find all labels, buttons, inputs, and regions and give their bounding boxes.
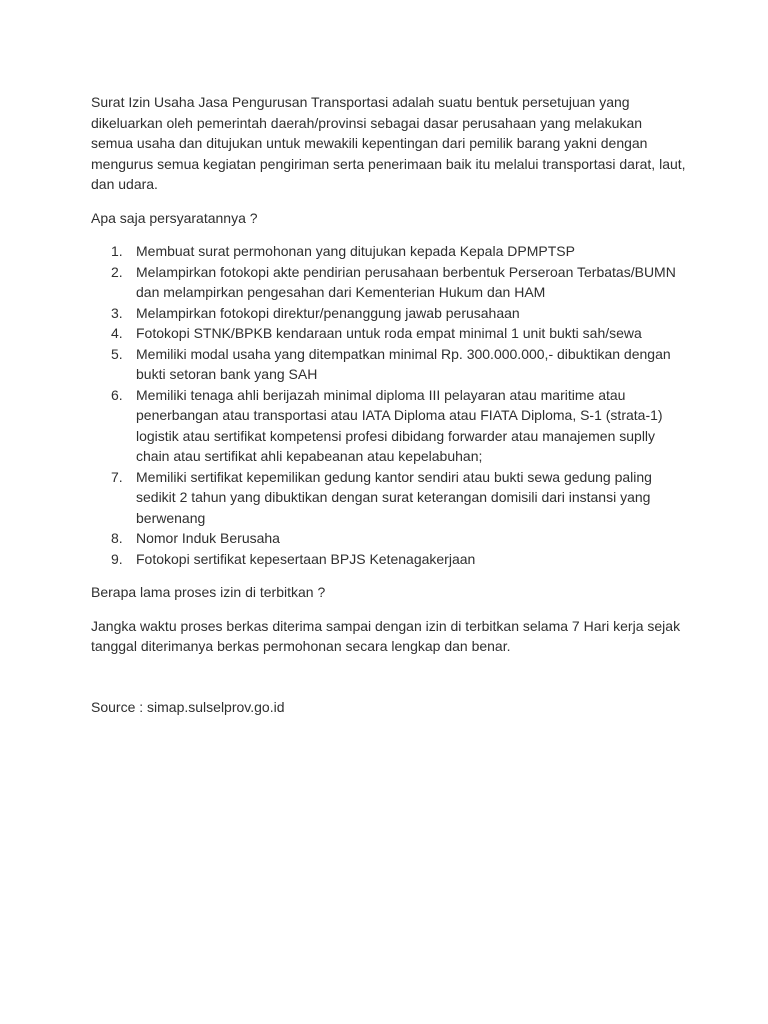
list-item-text: Melampirkan fotokopi direktur/penanggung jawab perusahaan xyxy=(136,304,520,321)
list-item-number: 9. xyxy=(111,550,123,567)
document-page xyxy=(91,92,687,717)
list-item-text: Memiliki tenaga ahli berijazah minimal diploma III pelayaran atau maritime atau penerbangan atau transportasi atau IATA Diploma atau FIATA Diploma, S-1 (strata-1) logistik atau sertifikat kompetensi profesi dibidang forwarder atau manajemen suplly chain atau sertifikat ahli kepabeanan atau kepelabuhan; xyxy=(136,386,663,464)
requirements-question: Apa saja persyaratannya ? xyxy=(91,209,258,226)
list-item-number: 5. xyxy=(111,345,123,362)
list-item-number: 1. xyxy=(111,243,123,259)
source-line: Source : simap.sulselprov.go.id xyxy=(91,698,285,715)
list-item-number: 4. xyxy=(111,325,123,341)
duration-answer: Jangka waktu proses berkas diterima sampai dengan izin di terbitkan selama 7 Hari kerja sejak tanggal diterimanya berkas permohonan secara lengkap dan benar. xyxy=(91,617,681,654)
list-item xyxy=(91,549,687,570)
list-item-text: Memiliki modal usaha yang ditempatkan minimal Rp. 300.000.000,- dibuktikan dengan bukti setoran bank yang SAH xyxy=(136,345,671,382)
intro-paragraph: Surat Izin Usaha Jasa Pengurusan Transportasi adalah suatu bentuk persetujuan yang dikeluarkan oleh pemerintah daerah/provinsi sebagai dasar perusahaan yang melakukan semua usaha dan ditujukan untuk mewakili kepentingan dari pemilik barang yakni dengan mengurus semua kegiatan pengiriman serta penerimaan baik itu melalui transportasi darat, laut, dan udara. xyxy=(91,94,686,192)
list-item xyxy=(91,323,687,344)
list-item xyxy=(91,303,687,324)
list-item xyxy=(91,385,687,467)
list-item-text: Fotokopi sertifikat kepesertaan BPJS Ketenagakerjaan xyxy=(136,550,476,567)
list-item xyxy=(91,528,687,549)
list-item xyxy=(91,262,687,303)
list-item xyxy=(91,241,687,262)
list-item-text: Melampirkan fotokopi akte pendirian perusahaan berbentuk Perseroan Terbatas/BUMN dan melampirkan pengesahan dari Kementerian Hukum dan HAM xyxy=(136,263,676,300)
list-item xyxy=(91,467,687,529)
list-item-text: Membuat surat permohonan yang ditujukan kepada Kepala DPMPTSP xyxy=(136,243,575,259)
list-item-text: Fotokopi STNK/BPKB kendaraan untuk roda empat minimal 1 unit bukti sah/sewa xyxy=(136,325,642,341)
list-item-number: 7. xyxy=(111,468,123,485)
list-item-text: Nomor Induk Berusaha xyxy=(136,530,280,546)
list-item-text: Memiliki sertifikat kepemilikan gedung kantor sendiri atau bukti sewa gedung paling sedikit 2 tahun yang dibuktikan dengan surat keterangan domisili dari instansi yang berwenang xyxy=(136,468,652,526)
list-item-number: 6. xyxy=(111,386,123,403)
list-item-number: 2. xyxy=(111,263,123,280)
duration-question: Berapa lama proses izin di terbitkan ? xyxy=(91,584,326,600)
list-item-number: 8. xyxy=(111,530,123,546)
requirements-list xyxy=(91,241,687,569)
list-item xyxy=(91,344,687,385)
list-item-number: 3. xyxy=(111,304,123,321)
